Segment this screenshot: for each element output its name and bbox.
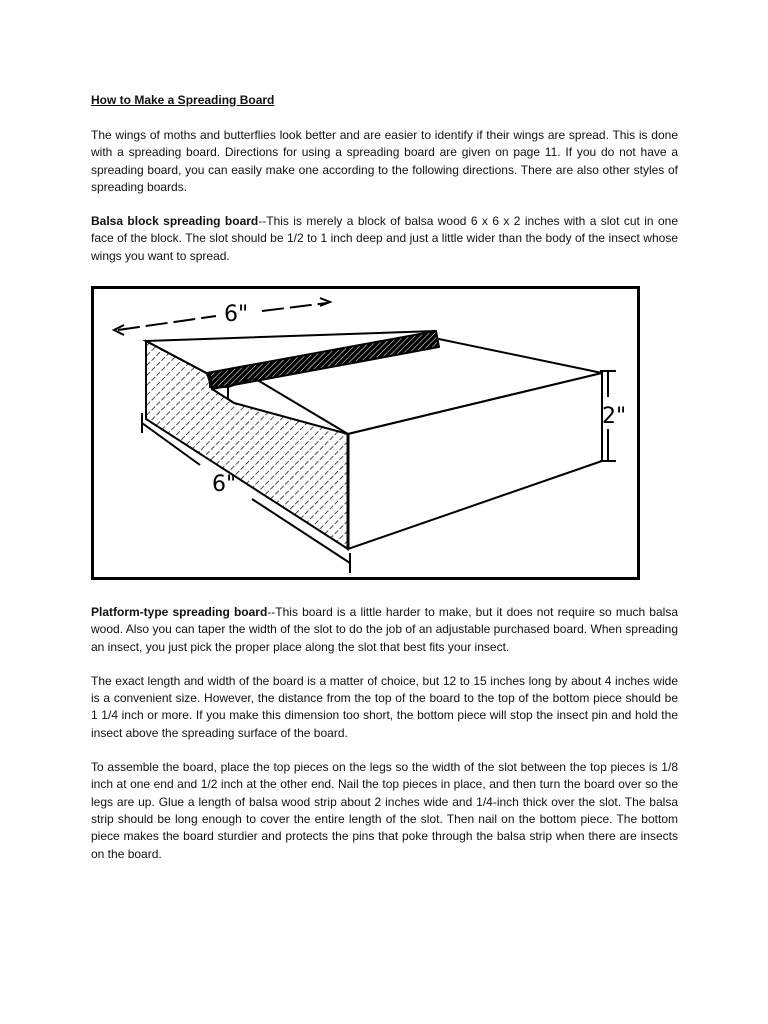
document-section-2: [91, 604, 678, 880]
top-dimension-line: [118, 316, 216, 330]
balsa-heading: Balsa block spreading board: [91, 214, 259, 229]
platform-heading: Platform-type spreading board: [91, 605, 268, 619]
top-dimension-label: 6": [224, 302, 249, 327]
balsa-text: --This is merely a block of balsa wood 6 x 6 x 2 inches with a slot cut in one face of the block. The slot should be 1/2 to 1 inch deep and just a little wider than the body of the insect whose wings you want to spread.: [91, 214, 679, 263]
assemble-paragraph: To assemble the board, place the top pieces on the legs so the width of the slot between the top pieces is 1/8 inch at one end and 1/2 inch at the other end. Nail the top pieces in place, and then turn the board over so the legs are up. Glue a length of balsa wood strip about 2 inches wide and 1/4-inch thick over the slot. The balsa strip should be long enough to cover the entire length of the slot. Then nail on the bottom piece. The bottom piece makes the board sturdier and protects the pins that poke through the balsa strip when there are insects on the board.: [91, 760, 678, 861]
front-dimension-label: 6": [212, 472, 237, 497]
balsa-block-illustration: [94, 289, 637, 577]
platform-text: --This board is a little harder to make, but it does not require so much balsa wood. Also you can taper the width of the slot to do the job of an adjustable purchased board. When spreading an insect, you just pick the proper place along the slot that best fits your insect.: [91, 605, 678, 654]
length-paragraph: The exact length and width of the board is a matter of choice, but 12 to 15 inches long by about 4 inches wide is a convenient size. However, the distance from the top of the board to the top of the bottom piece should be 1 1/4 inch or more. If you make this dimension too short, the bottom piece will stop the insect pin and hold the insect above the spreading surface of the board.: [91, 673, 678, 740]
height-dimension-label: 2": [602, 404, 627, 429]
platform-paragraph: [91, 604, 678, 656]
document-page: [91, 92, 678, 282]
balsa-paragraph: [91, 213, 678, 265]
document-title: How to Make a Spreading Board: [91, 93, 275, 107]
spreading-board-figure: [91, 286, 640, 580]
intro-paragraph: The wings of moths and butterflies look better and are easier to identify if their wings are spread. This is done with a spreading board. Directions for using a spreading board are given on page 11. If you do not have a spreading board, you can easily make one according to the following directions. There are also other styles of spreading boards.: [91, 128, 678, 194]
